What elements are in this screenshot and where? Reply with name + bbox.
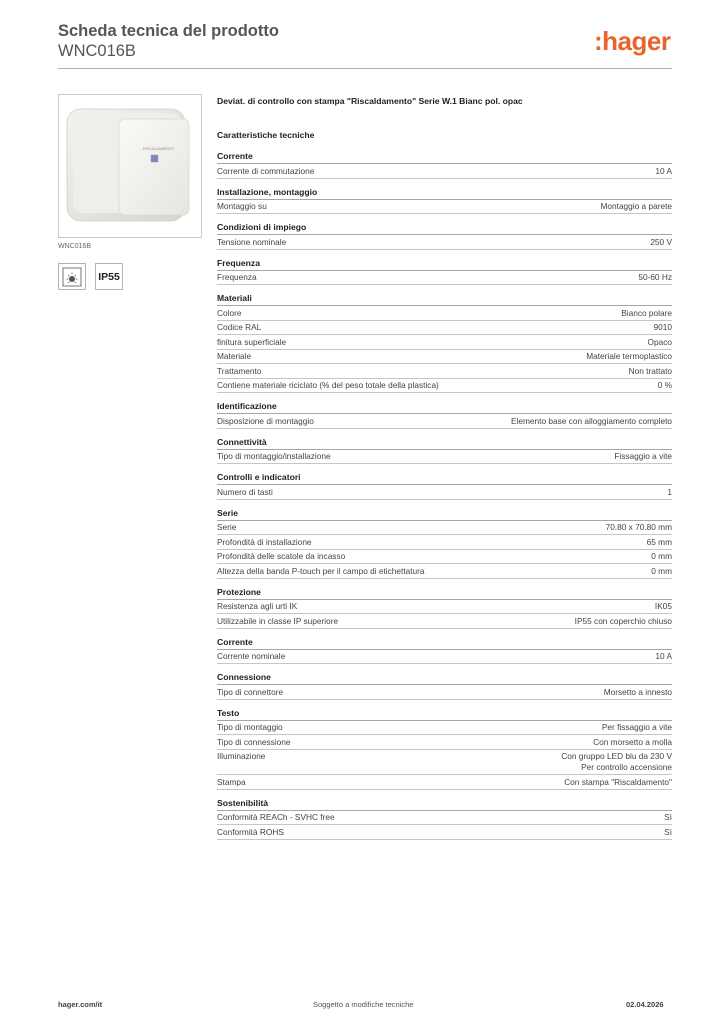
spec-value: Con gruppo LED blu da 230 V Per controllo accensione	[561, 751, 672, 772]
spec-row	[217, 335, 672, 350]
spec-value: Sì	[664, 812, 672, 822]
indoor-symbol	[58, 263, 86, 290]
switch-illustration	[59, 95, 201, 237]
spec-label: Materiale	[217, 351, 252, 361]
section-title: Frequenza	[217, 250, 672, 271]
spec-row	[217, 379, 672, 394]
section-title: Connettività	[217, 429, 672, 450]
spec-value: Con stampa "Riscaldamento"	[564, 776, 672, 787]
spec-label: Codice RAL	[217, 322, 262, 332]
spec-row	[217, 164, 672, 179]
page-title: Scheda tecnica del prodotto	[58, 22, 279, 40]
section-title: Protezione	[217, 579, 672, 600]
spec-value: 10 A	[655, 165, 672, 176]
spec-section	[217, 664, 672, 700]
spec-value: Montaggio a parete	[600, 201, 672, 211]
spec-row	[217, 721, 672, 736]
spec-value: 250 V	[650, 236, 672, 247]
spec-row	[217, 825, 672, 840]
header-divider	[58, 68, 672, 69]
spec-section	[217, 500, 672, 579]
spec-section	[217, 214, 672, 250]
section-title: Corrente	[217, 143, 672, 164]
spec-value: IP55 con coperchio chiuso	[574, 615, 672, 626]
spec-row	[217, 271, 672, 286]
spec-value: IK05	[654, 601, 672, 611]
spec-label: Corrente di commutazione	[217, 165, 315, 176]
product-code: WNC016B	[58, 42, 136, 60]
spec-value: Opaco	[647, 336, 672, 347]
spec-row	[217, 350, 672, 365]
spec-value: 1	[667, 486, 672, 497]
section-title: Sostenibilità	[217, 790, 672, 811]
section-title: Testo	[217, 700, 672, 721]
spec-row	[217, 550, 672, 565]
spec-label: Conformità REACh - SVHC free	[217, 812, 335, 822]
hager-logo: :hager	[594, 26, 671, 56]
spec-value: Non trattato	[628, 365, 672, 376]
spec-label: Colore	[217, 307, 242, 318]
section-title: Serie	[217, 500, 672, 521]
spec-section	[217, 285, 672, 393]
spec-section	[217, 464, 672, 500]
ip-rating-badge: IP55	[95, 263, 123, 290]
section-title: Identificazione	[217, 393, 672, 414]
spec-value: Morsetto a innesto	[603, 686, 672, 697]
spec-row	[217, 321, 672, 336]
spec-value: Con morsetto a molla	[593, 736, 672, 747]
footer-website: hager.com/it	[58, 1000, 103, 1009]
spec-value: Elemento base con alloggiamento completo	[511, 415, 672, 426]
spec-label: Altezza della banda P-touch per il campo di etichettatura	[217, 565, 425, 576]
section-title: Installazione, montaggio	[217, 179, 672, 200]
spec-label: Tipo di connettore	[217, 686, 284, 697]
section-title: Condizioni di impiego	[217, 214, 672, 235]
section-title: Materiali	[217, 285, 672, 306]
footer-notice: Soggetto a modifiche tecniche	[313, 1000, 414, 1009]
spec-row	[217, 600, 672, 615]
spec-value: Per fissaggio a vite	[601, 722, 672, 732]
spec-value: Fissaggio a vite	[614, 451, 672, 461]
spec-row	[217, 750, 672, 776]
spec-value: 0 mm	[651, 565, 672, 576]
spec-label: Stampa	[217, 776, 246, 787]
spec-value: Materiale termoplastico	[586, 351, 672, 361]
product-image-caption: WNC016B	[58, 243, 92, 250]
spec-row	[217, 235, 672, 250]
spec-row	[217, 306, 672, 321]
spec-sections	[217, 143, 672, 840]
product-image	[58, 94, 202, 238]
spec-value: 50-60 Hz	[638, 272, 672, 282]
document-header	[58, 22, 279, 61]
spec-section	[217, 143, 672, 179]
spec-row	[217, 614, 672, 629]
spec-label: Illuminazione	[217, 751, 266, 761]
spec-label: Profondità delle scatole da incasso	[217, 551, 346, 561]
spec-label: Profondità di installazione	[217, 536, 312, 547]
spec-label: Tipo di montaggio/installazione	[217, 451, 331, 461]
spec-label: Utilizzabile in classe IP superiore	[217, 615, 339, 626]
spec-value: 10 A	[655, 651, 672, 661]
spec-row	[217, 414, 672, 429]
spec-label: Conformità ROHS	[217, 826, 284, 837]
spec-label: Montaggio su	[217, 201, 267, 211]
svg-text:RISCALDAMENTO: RISCALDAMENTO	[143, 147, 174, 151]
spec-value: 65 mm	[646, 536, 672, 547]
spec-label: Serie	[217, 522, 237, 532]
spec-row	[217, 811, 672, 826]
spec-value: Bianco polare	[621, 307, 672, 318]
spec-label: Numero di tasti	[217, 486, 273, 497]
spec-label: Trattamento	[217, 365, 262, 376]
spec-row	[217, 775, 672, 790]
spec-row	[217, 535, 672, 550]
spec-row	[217, 200, 672, 215]
spec-content	[217, 95, 672, 840]
section-title: Controlli e indicatori	[217, 464, 672, 485]
spec-value: Sì	[664, 826, 672, 837]
spec-label: Tipo di montaggio	[217, 722, 283, 732]
spec-label: Corrente nominale	[217, 651, 286, 661]
spec-row	[217, 564, 672, 579]
spec-label: Tipo di connessione	[217, 736, 291, 747]
spec-row	[217, 735, 672, 750]
spec-section	[217, 393, 672, 429]
spec-section	[217, 579, 672, 629]
spec-section	[217, 250, 672, 286]
spec-row	[217, 485, 672, 500]
spec-value: 0 mm	[651, 551, 672, 561]
footer-date: 02.04.2026	[626, 1000, 664, 1009]
section-title: Connessione	[217, 664, 672, 685]
spec-label: Frequenza	[217, 272, 257, 282]
product-title: Deviat. di controllo con stampa "Riscaldamento" Serie W.1 Bianc pol. opac	[217, 96, 523, 106]
spec-label: Resistenza agli urti IK	[217, 601, 298, 611]
spec-label: Disposizione di montaggio	[217, 415, 314, 426]
spec-row	[217, 521, 672, 536]
spec-value: 70.80 x 70.80 mm	[605, 522, 672, 532]
spec-label: Tensione nominale	[217, 236, 287, 247]
spec-row	[217, 650, 672, 665]
spec-section	[217, 700, 672, 790]
spec-section	[217, 179, 672, 215]
spec-section	[217, 629, 672, 665]
section-title: Corrente	[217, 629, 672, 650]
spec-label: Contiene materiale riciclato (% del peso totale della plastica)	[217, 380, 439, 390]
tech-specs-heading: Caratteristiche tecniche	[217, 130, 315, 140]
spec-row	[217, 450, 672, 465]
sun-in-box-icon	[61, 266, 83, 288]
spec-label: finitura superficiale	[217, 336, 287, 347]
spec-row	[217, 364, 672, 379]
spec-section	[217, 429, 672, 465]
spec-value: 0 %	[657, 380, 672, 390]
spec-section	[217, 790, 672, 840]
spec-value: 9010	[653, 322, 672, 332]
spec-row	[217, 685, 672, 700]
